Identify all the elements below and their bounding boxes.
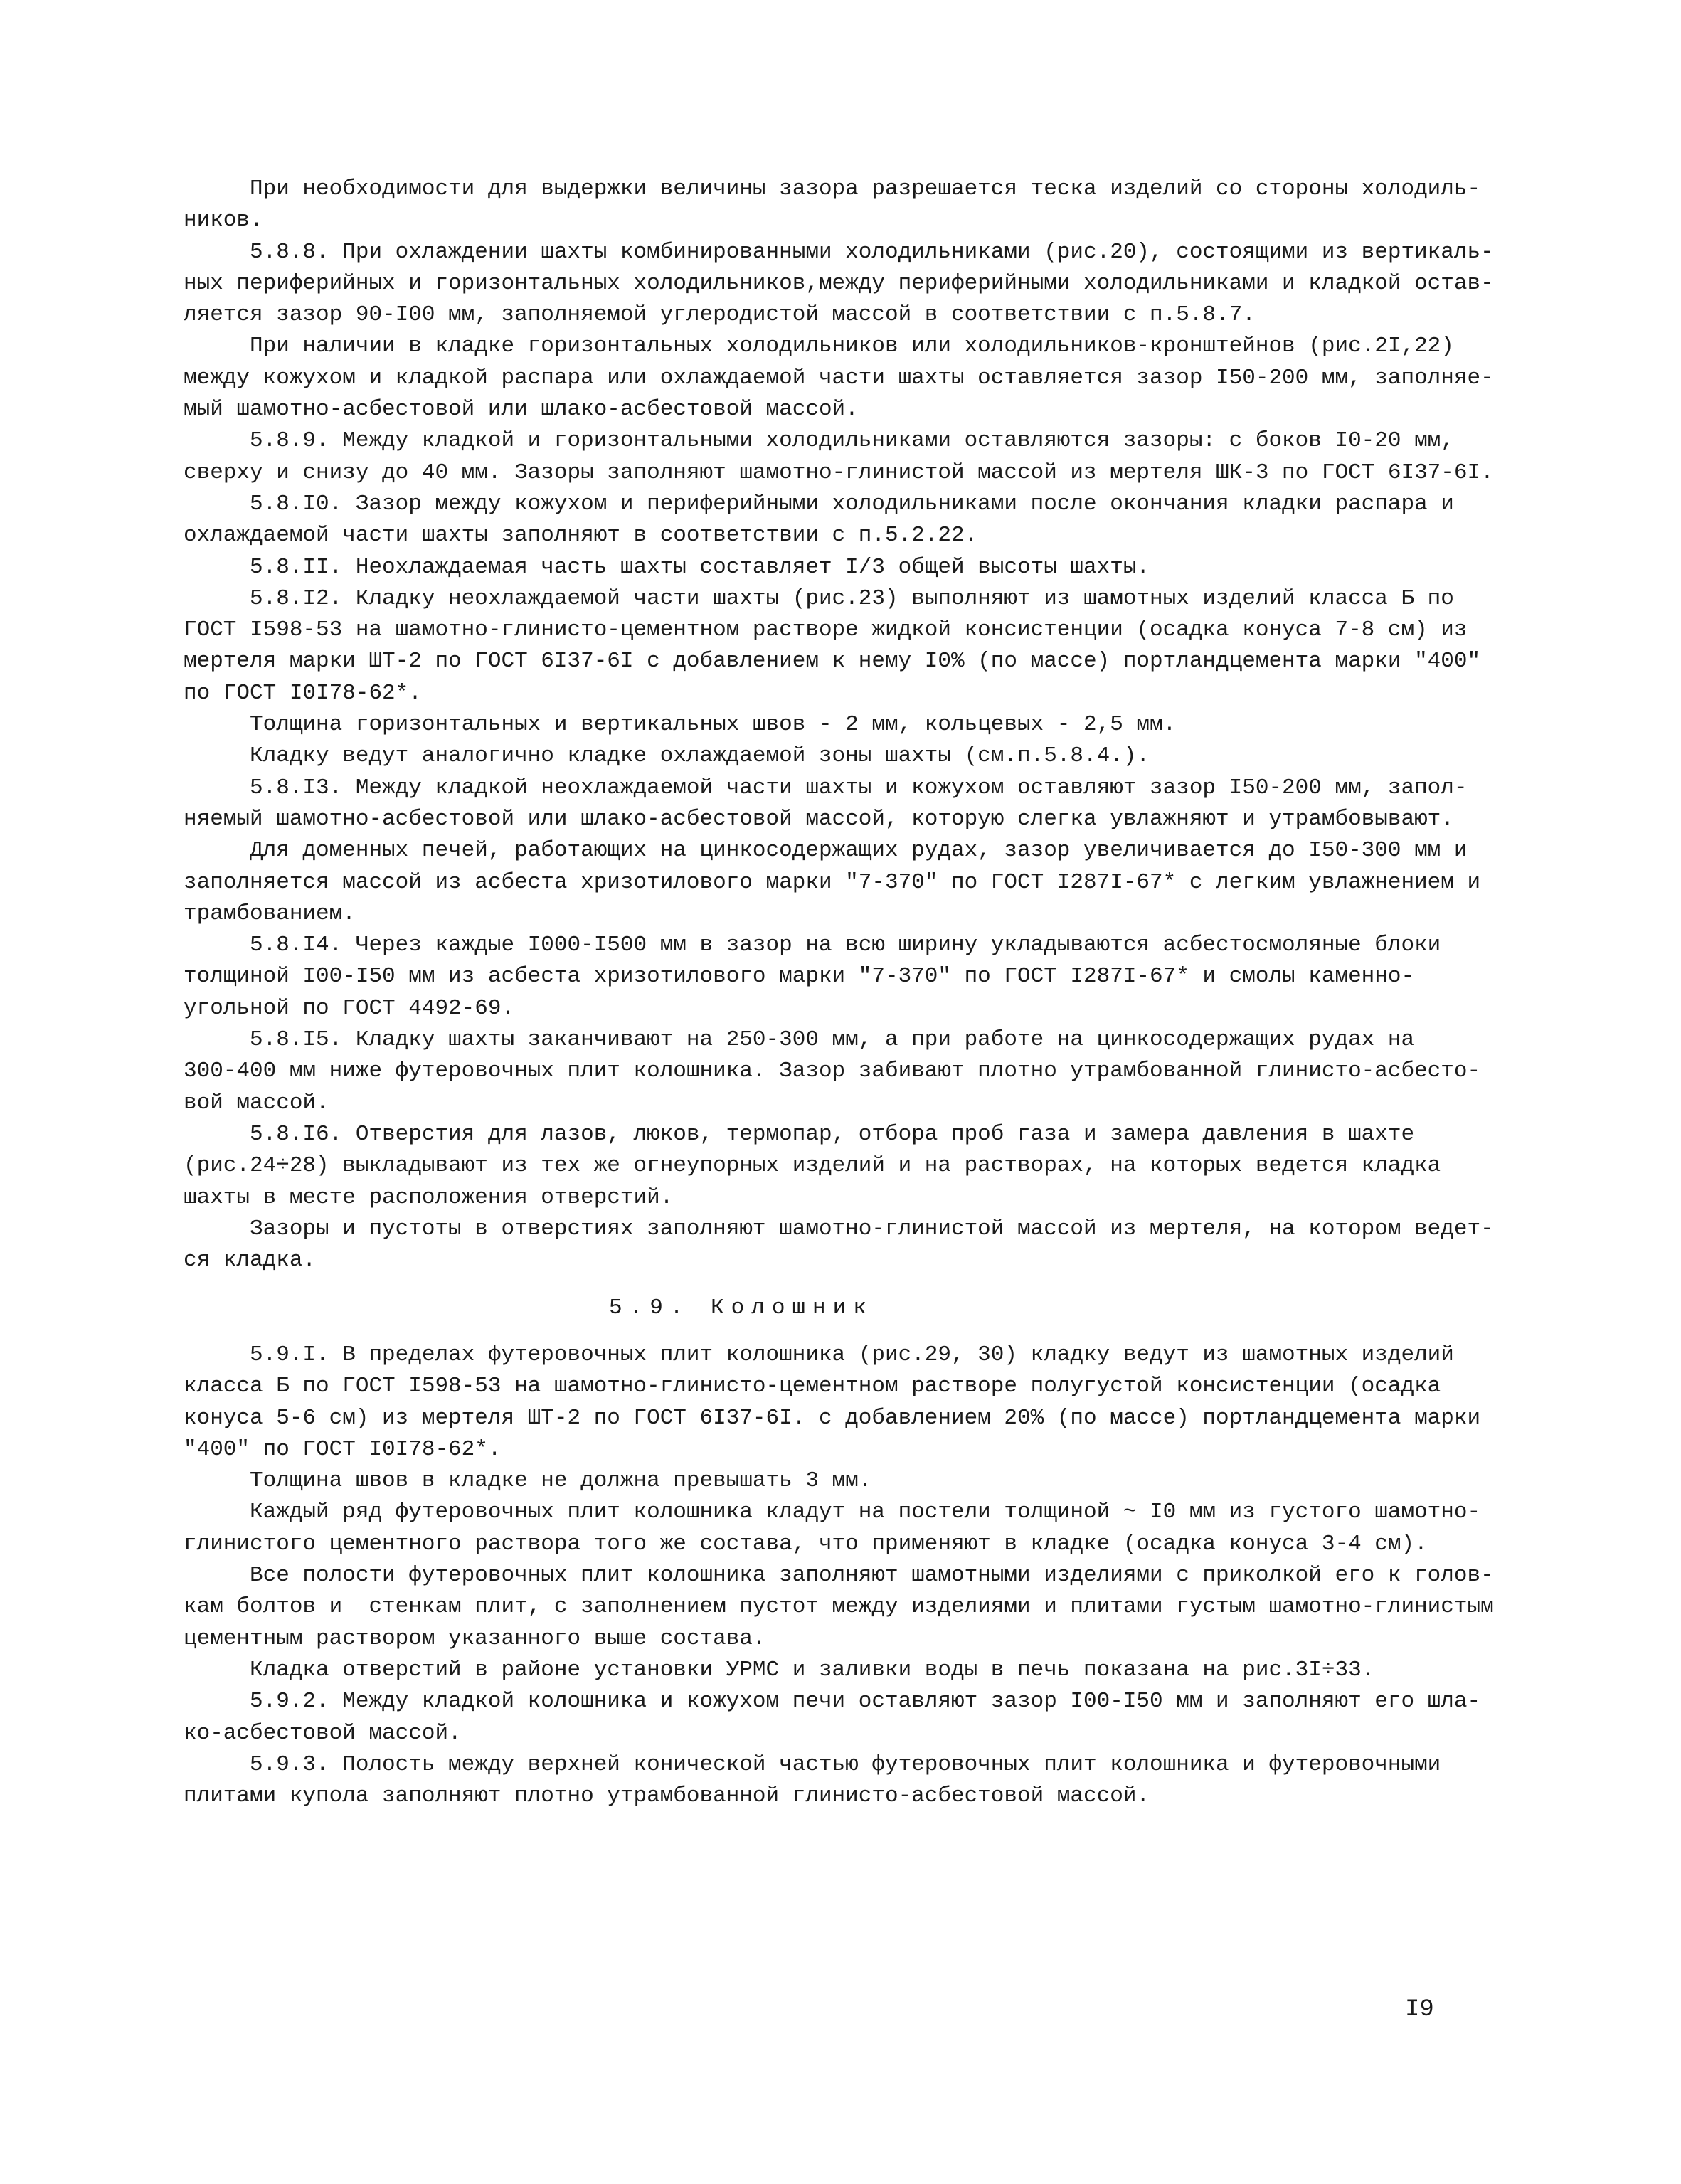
text-line: по ГОСТ I0I78-62*. [184, 680, 422, 706]
text-line: ко-асбестовой массой. [184, 1720, 462, 1746]
text-line: 5.8.I4. Через каждые I000-I500 мм в зазор на всю ширину укладываются асбестосмоляные блоки [184, 933, 1441, 958]
text-line: шахты в месте расположения отверстий. [184, 1184, 674, 1210]
text-line: При необходимости для выдержки величины зазора разрешается теска изделий со стороны холодиль- [184, 176, 1481, 201]
text-line: ся кладка. [184, 1248, 317, 1273]
text-line: Все полости футеровочных плит колошника заполняют шамотными изделиями с приколкой его к голов- [184, 1563, 1494, 1589]
text-line: глинистого цементного раствора того же состава, что применяют в кладке (осадка конуса 3-4 см). [184, 1531, 1428, 1557]
text-line: 5.9.I. В пределах футеровочных плит колошника (рис.29, 30) кладку ведут из шамотных изделий [184, 1342, 1454, 1367]
text-line: класса Б по ГОСТ I598-53 на шамотно-глинисто-цементном растворе полугустой консистенции (осадка [184, 1374, 1441, 1399]
text-line: заполняется массой из асбеста хризотилового марки "7-370" по ГОСТ I287I-67* с легким увлажнением и [184, 869, 1481, 895]
text-line: Кладка отверстий в районе установки УРМС и заливки воды в печь показана на рис.3I÷33. [184, 1657, 1375, 1682]
text-line: "400" по ГОСТ I0I78-62*. [184, 1436, 502, 1462]
text-line: трамбованием. [184, 901, 356, 926]
text-line: ников. [184, 208, 263, 233]
text-line: кам болтов и стенкам плит, с заполнением пустот между изделиями и плитами густым шамотно-глинистым [184, 1594, 1494, 1620]
page-number: I9 [1405, 1996, 1434, 2023]
text-line: Кладку ведут аналогично кладке охлаждаемой зоны шахты (см.п.5.8.4.). [184, 743, 1150, 769]
text-line: 5.8.I2. Кладку неохлаждаемой части шахты (рис.23) выполняют из шамотных изделий класса Б по [184, 585, 1454, 611]
text-line: мый шамотно-асбестовой или шлако-асбестовой массой. [184, 397, 859, 423]
text-line: конуса 5-6 см) из мертеля ШТ-2 по ГОСТ 6I37-6I. с добавлением 20% (по массе) портландцемента марки [184, 1405, 1481, 1431]
text-line: 5.8.II. Неохлаждаемая часть шахты составляет I/3 общей высоты шахты. [184, 554, 1150, 580]
text-line: 5.8.I5. Кладку шахты заканчивают на 250-300 мм, а при работе на цинкосодержащих рудах на [184, 1027, 1415, 1053]
text-line: толщиной I00-I50 мм из асбеста хризотилового марки "7-370" по ГОСТ I287I-67* и смолы каменно- [184, 964, 1415, 990]
text-line: ных периферийных и горизонтальных холодильников,между периферийными холодильниками и кладкой остав- [184, 270, 1494, 296]
document-body [184, 174, 1514, 1812]
text-line: между кожухом и кладкой распара или охлаждаемой части шахты оставляется зазор I50-200 мм, заполняе- [184, 365, 1494, 391]
text-line: сверху и снизу до 40 мм. Зазоры заполняют шамотно-глинистой массой из мертеля ШК-3 по ГОСТ 6I37-6I. [184, 460, 1494, 485]
text-line: охлаждаемой части шахты заполняют в соответствии с п.5.2.22. [184, 523, 978, 548]
text-line: Каждый ряд футеровочных плит колошника кладут на постели толщиной ~ I0 мм из густого шамотно- [184, 1500, 1481, 1525]
text-line: цементным раствором указанного выше состава. [184, 1626, 766, 1651]
text-line: Для доменных печей, работающих на цинкосодержащих рудах, зазор увеличивается до I50-300 мм и [184, 838, 1468, 864]
text-line: 5.9.2. Между кладкой колошника и кожухом печи оставляют зазор I00-I50 мм и заполняют его шла- [184, 1689, 1481, 1714]
text-line: 5.8.I3. Между кладкой неохлаждаемой части шахты и кожухом оставляют зазор I50-200 мм, запол- [184, 775, 1468, 800]
text-line: 5.8.I6. Отверстия для лазов, люков, термопар, отбора проб газа и замера давления в шахте [184, 1121, 1415, 1147]
text-line: Зазоры и пустоты в отверстиях заполняют шамотно-глинистой массой из мертеля, на котором ведет- [184, 1216, 1494, 1241]
text-line: При наличии в кладке горизонтальных холодильников или холодильников-кронштейнов (рис.2I,22) [184, 334, 1454, 359]
section-heading: 5.9. Колошник [609, 1295, 874, 1320]
text-line: угольной по ГОСТ 4492-69. [184, 995, 515, 1021]
text-line: (рис.24÷28) выкладывают из тех же огнеупорных изделий и на растворах, на которых ведется кладка [184, 1153, 1441, 1179]
text-line: 5.9.3. Полость между верхней конической частью футеровочных плит колошника и футеровочными [184, 1751, 1441, 1777]
text-line: Толщина швов в кладке не должна превышать 3 мм. [184, 1468, 872, 1494]
text-line: ляется зазор 90-I00 мм, заполняемой углеродистой массой в соответствии с п.5.8.7. [184, 302, 1256, 328]
text-line: вой массой. [184, 1090, 329, 1115]
text-line: 5.8.9. Между кладкой и горизонтальными холодильниками оставляются зазоры: с боков I0-20 мм, [184, 428, 1454, 454]
text-line: ГОСТ I598-53 на шамотно-глинисто-цементном растворе жидкой консистенции (осадка конуса 7-8 см) из [184, 617, 1468, 643]
paragraphs-section-5-8 [184, 174, 1514, 1276]
text-line: 300-400 мм ниже футеровочных плит колошника. Зазор забивают плотно утрамбованной глинисто-асбесто- [184, 1059, 1481, 1084]
text-line: плитами купола заполняют плотно утрамбованной глинисто-асбестовой массой. [184, 1783, 1150, 1809]
text-line: мертеля марки ШТ-2 по ГОСТ 6I37-6I с добавлением к нему I0% (по массе) портландцемента марки "400" [184, 649, 1481, 674]
paragraphs-section-5-9 [184, 1340, 1514, 1812]
text-line: Толщина горизонтальных и вертикальных швов - 2 мм, кольцевых - 2,5 мм. [184, 712, 1177, 738]
text-line: 5.8.8. При охлаждении шахты комбинированными холодильниками (рис.20), состоящими из вертикаль- [184, 239, 1494, 265]
text-line: 5.8.I0. Зазор между кожухом и периферийными холодильниками после окончания кладки распара и [184, 491, 1454, 516]
text-line: няемый шамотно-асбестовой или шлако-асбестовой массой, которую слегка увлажняют и утрамбовывают. [184, 806, 1454, 832]
